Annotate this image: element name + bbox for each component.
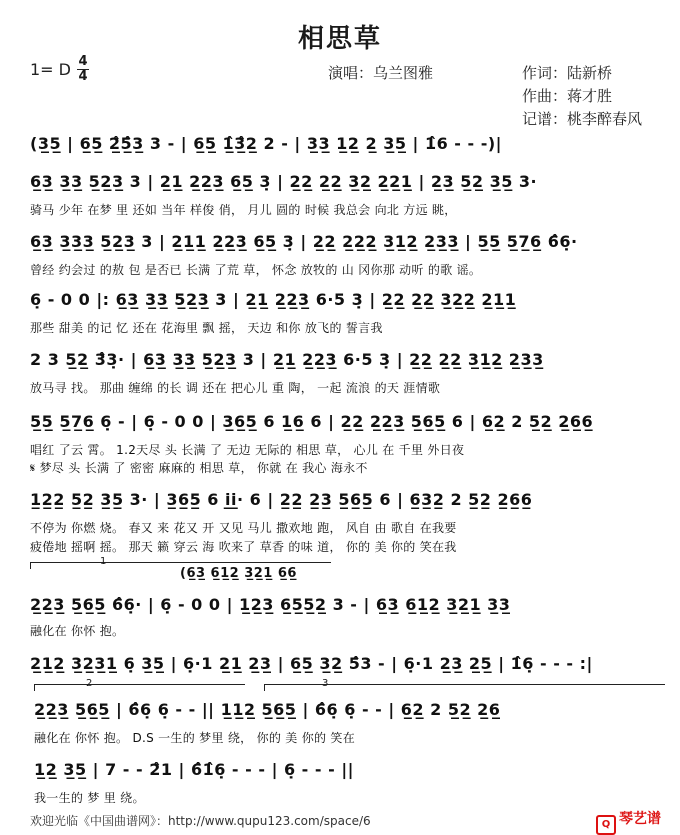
footer-credit[interactable]: 欢迎光临《中国曲谱网》：http://www.qupu123.com/space/6 (30, 814, 371, 828)
logo-text: 琴艺谱 (619, 811, 661, 827)
score-row-8-notes: 2̲2̲3̲ 5̲6̲5̲ 6̂6̣· | 6̣ - 0 0 | 1̲2̲3̲ 6̲5̲5̲2̲ 3 - | 6̲3̲ 6̲1̲2̲ 3̲2̲1̲ 3̲3̲ (30, 595, 511, 614)
score-row-8-upper-notes: (6̲3̲ 6̲1̲2̲ 3̲2̲1̲ 6̲6̲ (180, 566, 297, 581)
time-signature-top: 4 (78, 54, 88, 69)
time-signature-bottom: 4 (78, 69, 88, 84)
score-row-3-notes: 6̲3̲ 3̲3̲3̲ 5̲2̲3̲ 3 | 2̲1̲1̲ 2̲2̲3̲ 6̲5̲ 3̣ | 2̲2̲ 2̲2̲2̲ 3̲1̲2̲ 2̲3̲3̲ | 5̲5̲ 5̲7̲6̲ 6̂6̣· (30, 232, 578, 251)
score-row-6-lyrics: 唱红 了云 霄。 1.2天尽 头 长满 了 无边 无际的 相思 草， 心儿 在 千里 外日夜 (30, 443, 465, 457)
score-row-11-notes: 1̲2̲ 3̲5̲ | 7 - - 2̂1 | 6̂1̂6̣ - - - | 6̣ - - - || (34, 760, 354, 779)
score-row-2-lyrics: 骑马 少年 在梦 里 还如 当年 样俊 俏， 月儿 圆的 时候 我总会 向北 方远 眺， (30, 203, 457, 217)
score-row-5-notes: 2 3 5̲2̲ 3̂3̣· | 6̲3̲ 3̲3̲ 5̲2̲3̲ 3 | 2̲1̲ 2̲2̲3̲ 6·5 3̣ | 2̲2̲ 2̲2̲ 3̲1̲2̲ 2̲3̲3̲ (30, 350, 544, 369)
score-row-10-notes: 2̲2̲3̲ 5̲6̲5̲ | 6̂6̣ 6̣ - - || 1̲1̲2̲ 5̲6̲5̲ | 6̂6̣ 6̣ - - | 6̲2̲ 2 5̲2̲ 2̲6̲ (34, 700, 501, 719)
volta-3-label: 3 (322, 678, 329, 689)
singer-credit: 演唱：乌兰图雅 (328, 64, 434, 82)
score-row-4-lyrics: 那些 甜美 的记 忆 还在 花海里 飘 摇， 天边 和你 放飞的 誓言我 (30, 321, 383, 335)
score-row-7-lyrics: 不停为 你燃 烧。 春又 来 花又 开 又见 马儿 撒欢地 跑， 风自 由 歌自 在我要 (30, 521, 457, 535)
logo-icon: Q (596, 815, 616, 835)
site-logo[interactable] (596, 808, 661, 835)
score-row-3-lyrics: 曾经 约会过 的敖 包 是否已 长满 了荒 草， 怀念 放牧的 山 冈你那 动听 的歌 谣。 (30, 263, 482, 277)
score-row-8-lyrics: 融化在 你怀 抱。 (30, 624, 125, 638)
volta-2-bracket (34, 684, 245, 691)
score-row-7-lyrics-verse2: 疲倦地 摇啊 摇。 那天 籁 穿云 海 吹来了 草香 的味 道， 你的 美 你的 笑在我 (30, 540, 457, 554)
score-row-7-notes: 1̲2̲2̲ 5̲2̲ 3̲5̲ 3· | 3̲6̲5̲ 6 i̲i̲· 6 | 2̲2̲ 2̲3̲ 5̲6̲5̲ 6 | 6̲3̲2̲ 2 5̲2̲ 2̲6̲6̲ (30, 490, 533, 509)
volta-1-label: 1 (100, 556, 107, 567)
score-row-4-notes: 6̣ - 0 0 |: 6̲3̲ 3̲3̲ 5̲2̲3̲ 3 | 2̲1̲ 2̲2̲3̲ 6·5 3̣ | 2̲2̲ 2̲2̲ 3̲2̲2̲ 2̲1̲1̲ (30, 290, 517, 309)
score-row-10-lyrics: 融化在 你怀 抱。 D.S 一生的 梦里 绕， 你的 美 你的 笑在 (34, 731, 356, 745)
score-row-11-lyrics: 我一生的 梦 里 绕。 (34, 791, 145, 805)
transcriber-credit: 记谱：桃李醉春风 (522, 110, 643, 128)
key-signature: 1= D (30, 60, 71, 79)
volta-2-label: 2 (86, 678, 93, 689)
score-row-2-notes: 6̲3̲ 3̲3̲ 5̲2̲3̲ 3 | 2̲1̲ 2̲2̲3̲ 6̲5̲ 3̣ | 2̲2̲ 2̲2̲ 3̲2̲ 2̲2̲1̲ | 2̲3̲ 5̲2̲ 3̲5̲ 3· (30, 172, 538, 191)
score-row-6-notes: 5̲5̲ 5̲7̲6̲ 6̣ - | 6̣ - 0 0 | 3̲6̲5̲ 6 1̲6̲ 6 | 2̲2̲ 2̲2̲3̲ 5̲6̲5̲ 6 | 6̲2̲ 2 5̲2̲ 2̲6̲6̲ (30, 412, 594, 431)
score-row-5-lyrics: 放马寻 找。 那曲 缠绵 的长 调 还在 把心儿 重 陶， 一起 流浪 的天 涯情歌 (30, 381, 441, 395)
composer-credit: 作曲：蒋才胜 (522, 87, 613, 105)
time-signature (76, 55, 90, 84)
page-title: 相思草 (297, 24, 382, 54)
lyricist-credit: 作词：陆新桥 (522, 64, 613, 82)
score-row-9-notes: 2̲1̲2̲ 3̲2̲3̲1̲ 6̣ 3̲5̲ | 6̣·1 2̲1̲ 2̲3̲ | 6̲5̲ 3̲2̲ 5̂3 - | 6̣·1 2̲3̲ 2̲5̲ | 1̂6̣ - - - :| (30, 654, 593, 673)
score-row-1-notes: (3̲5̲ | 6̲5̲ 2̲̂5̲̂3̲ 3 - | 6̲5̲ 1̲̂3̲̂2̲ 2 - | 3̲3̲ 1̲2̲ 2̲ 3̲5̲ | 1̂6 - - -)| (30, 134, 503, 153)
score-row-6-lyrics-verse2: 𝄋 梦尽 头 长满 了 密密 麻麻的 相思 草， 你就 在 我心 海永不 (30, 461, 368, 475)
